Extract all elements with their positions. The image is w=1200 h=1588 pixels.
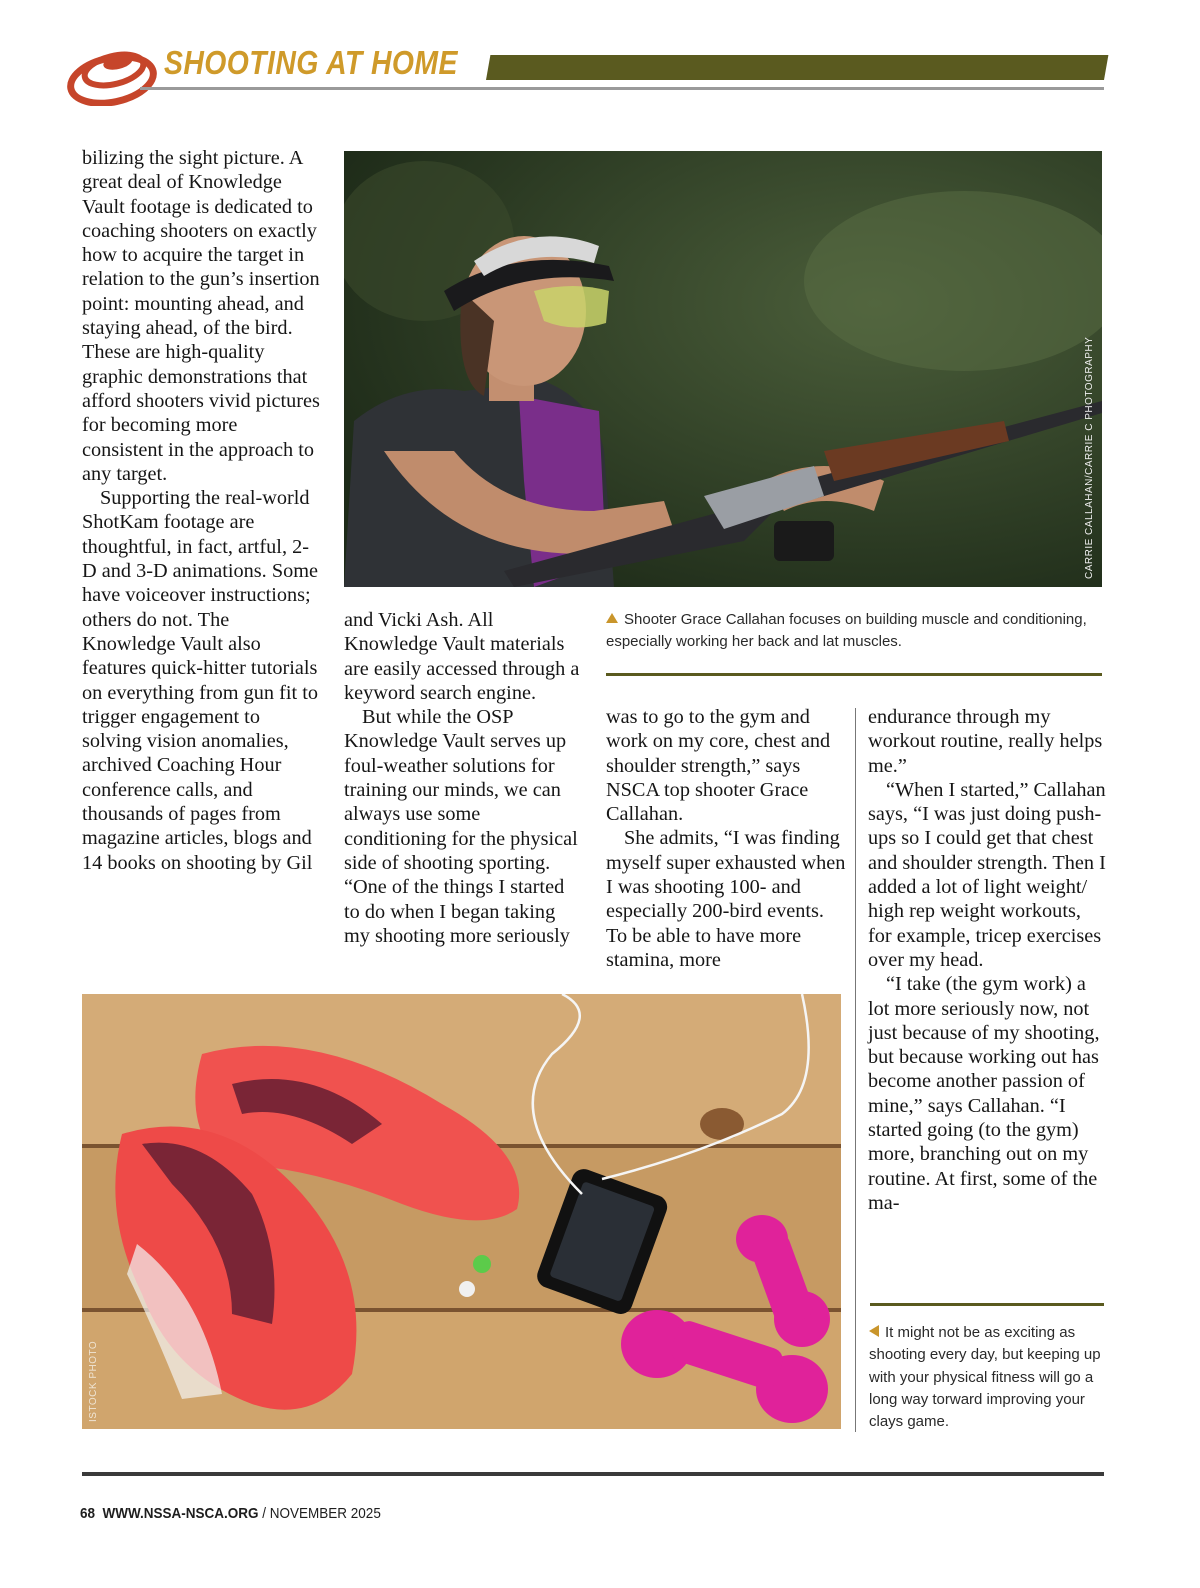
column-divider <box>855 708 856 1432</box>
page-number: 68 <box>80 1505 96 1522</box>
section-title: SHOOTING AT HOME <box>164 44 458 81</box>
top-photo-credit: CARRIE CALLAHAN/CARRIE C PHOTOGRAPHY <box>1084 336 1095 579</box>
caption-divider <box>606 673 1102 676</box>
body-column-1 <box>82 146 322 875</box>
paragraph: But while the OSP Knowledge Vault serves up foul-weather solutions for training our minds, we can always use some conditioning for the physical side of shooting sporting. “One of the things I started to do when I began taking my shooting more seriously <box>344 706 578 947</box>
fitness-photo-illustration <box>82 994 841 1429</box>
bottom-caption-text: It might not be as exciting as shooting every day, but keeping up with your physical fitness will go a long way torward improving your clays game. <box>869 1324 1101 1431</box>
body-column-2 <box>344 608 584 948</box>
page-footer <box>80 1505 381 1522</box>
triangle-up-icon <box>606 613 618 623</box>
top-photo-caption <box>606 609 1098 653</box>
paragraph: Supporting the real-world ShotKam footage are thoughtful, in fact, artful, 2-D and 3-D animations. Some have voiceover instructions; others do not. The Knowledge Vault also features quick-hitter tutorials on everything from gun fit to trigger engagement to solving vision anomalies, archived Coaching Hour conference calls, and thousands of pages from magazine articles, blogs and 14 books on shooting by Gil <box>82 487 319 874</box>
clay-target-logo-icon <box>66 40 160 106</box>
paragraph: and Vicki Ash. All Knowledge Vault materials are easily accessed through a keyword search engine. <box>344 609 580 704</box>
shooter-photo-illustration <box>344 151 1102 587</box>
body-column-3 <box>606 705 846 972</box>
bottom-photo-credit: ISTOCK PHOTO <box>88 1340 99 1422</box>
footer-divider <box>82 1472 1104 1476</box>
paragraph: She admits, “I was finding myself super exhausted when I was shooting 100- and especially 200-bird events. To be able to have more stamina, more <box>606 827 846 971</box>
website-link[interactable]: WWW.NSSA-NSCA.ORG <box>102 1505 259 1522</box>
caption-divider <box>870 1303 1104 1306</box>
issue-date: / NOVEMBER 2025 <box>262 1505 381 1522</box>
top-caption-text: Shooter Grace Callahan focuses on building muscle and conditioning, especially working her back and lat muscles. <box>606 611 1087 650</box>
fitness-photo <box>82 994 841 1429</box>
paragraph: bilizing the sight picture. A great deal of Knowledge Vault footage is dedicated to coaching shooters on exactly how to acquire the target in relation to the gun’s insertion point: mounting ahead, and staying ahead, of the bird. These are high-quality graphic demonstrations that afford shooters vivid pictures for becoming more consistent in the approach to any target. <box>82 147 320 485</box>
triangle-left-icon <box>869 1325 879 1337</box>
shooter-photo <box>344 151 1102 587</box>
header-bar <box>486 55 1108 80</box>
paragraph: was to go to the gym and work on my core, chest and shoulder strength,” says NSCA top shooter Grace Callahan. <box>606 706 831 826</box>
paragraph: “When I started,” Callahan says, “I was just doing push-ups so I could get that chest and shoulder strength. Then I added a lot of light weight/ high rep weight workouts, for example, tricep exercises over my head. <box>868 778 1106 971</box>
body-column-4 <box>868 705 1108 1215</box>
paragraph: endurance through my workout routine, really helps me.” <box>868 706 1103 777</box>
paragraph: “I take (the gym work) a lot more seriously now, not just because of my shooting, but because working out has become another passion of mine,” says Callahan. “I started going (to the gym) more, branching out on my routine. At first, some of the ma- <box>868 973 1100 1214</box>
header-divider <box>140 87 1104 90</box>
bottom-photo-caption <box>869 1322 1104 1433</box>
